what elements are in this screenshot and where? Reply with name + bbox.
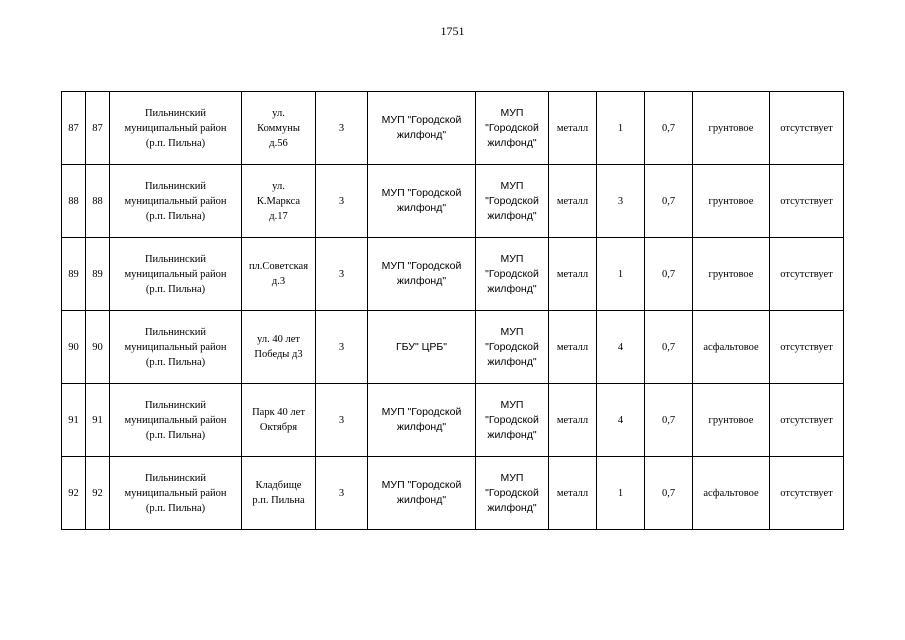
cell-district-line: (р.п. Пильна)	[145, 283, 206, 295]
cell-district-line: (р.п. Пильна)	[145, 429, 206, 441]
cell-operator	[476, 92, 549, 165]
cell-district-line: муниципальный район	[124, 122, 227, 134]
cell-address-line: ул.	[272, 107, 285, 119]
cell-volume: 0,7	[645, 92, 693, 165]
cell-owner-line: МУП "Городской	[381, 406, 462, 418]
cell-operator-line: "Городской	[485, 121, 539, 134]
cell-district	[110, 92, 242, 165]
cell-address	[242, 311, 316, 384]
cell-material: металл	[549, 92, 597, 165]
cell-district-line: муниципальный район	[124, 268, 227, 280]
cell-address-line: пл.Советская	[248, 261, 309, 272]
cell-surface: грунтовое	[693, 165, 770, 238]
cell-operator-line: жилфонд"	[487, 136, 537, 149]
cell-district	[110, 238, 242, 311]
cell-surface: асфальтовое	[693, 457, 770, 530]
cell-operator-line: жилфонд"	[487, 209, 537, 222]
cell-operator-line: жилфонд"	[487, 355, 537, 368]
cell-registry-number: 89	[86, 238, 110, 311]
cell-fence: отсутствует	[770, 384, 844, 457]
cell-material: металл	[549, 457, 597, 530]
table-body	[62, 92, 844, 530]
cell-row-number: 91	[62, 384, 86, 457]
cell-operator-line: МУП	[500, 325, 524, 338]
cell-volume: 0,7	[645, 238, 693, 311]
cell-address-line: Октября	[259, 422, 298, 433]
cell-registry-number: 88	[86, 165, 110, 238]
cell-address	[242, 165, 316, 238]
cell-row-number: 92	[62, 457, 86, 530]
cell-containers: 1	[597, 92, 645, 165]
cell-count: 3	[316, 238, 368, 311]
cell-address-line: Коммуны	[257, 122, 300, 134]
cell-surface: грунтовое	[693, 384, 770, 457]
table-row	[62, 311, 844, 384]
cell-material: металл	[549, 165, 597, 238]
cell-district-line: Пильнинский	[144, 326, 207, 338]
cell-district-line: (р.п. Пильна)	[145, 356, 206, 368]
cell-address	[242, 457, 316, 530]
cell-registry-number: 87	[86, 92, 110, 165]
cell-address-line: К.Маркса	[256, 195, 301, 207]
cell-operator-line: "Городской	[485, 486, 539, 499]
cell-address	[242, 384, 316, 457]
cell-district-line: (р.п. Пильна)	[145, 210, 206, 222]
cell-owner-line: жилфонд"	[396, 494, 447, 506]
cell-district-line: Пильнинский	[144, 107, 207, 119]
cell-fence: отсутствует	[770, 92, 844, 165]
cell-operator	[476, 238, 549, 311]
table-row	[62, 92, 844, 165]
cell-owner	[368, 165, 476, 238]
cell-fence: отсутствует	[770, 238, 844, 311]
cell-district-line: муниципальный район	[124, 487, 227, 499]
cell-containers: 1	[597, 238, 645, 311]
cell-material: металл	[549, 311, 597, 384]
cell-district-line: Пильнинский	[144, 180, 207, 192]
cell-district-line: Пильнинский	[144, 253, 207, 265]
cell-district-line: муниципальный район	[124, 195, 227, 207]
cell-owner-line: МУП "Городской	[381, 187, 462, 199]
cell-fence: отсутствует	[770, 457, 844, 530]
cell-operator	[476, 457, 549, 530]
cell-owner	[368, 92, 476, 165]
cell-address-line: д.56	[269, 137, 288, 149]
cell-material: металл	[549, 384, 597, 457]
cell-district-line: муниципальный район	[124, 414, 227, 426]
table-row	[62, 384, 844, 457]
cell-owner-line: жилфонд"	[396, 202, 447, 214]
cell-owner	[368, 238, 476, 311]
cell-row-number: 87	[62, 92, 86, 165]
table-row	[62, 165, 844, 238]
cell-surface: грунтовое	[693, 92, 770, 165]
cell-district-line: (р.п. Пильна)	[145, 502, 206, 514]
cell-owner-line: жилфонд"	[396, 275, 447, 287]
cell-containers: 1	[597, 457, 645, 530]
cell-registry-number: 91	[86, 384, 110, 457]
cell-owner	[368, 311, 476, 384]
cell-row-number: 88	[62, 165, 86, 238]
cell-owner	[368, 457, 476, 530]
cell-count: 3	[316, 165, 368, 238]
cell-owner-line: ГБУ" ЦРБ"	[395, 340, 448, 353]
cell-owner-line: МУП "Городской	[381, 479, 462, 491]
cell-operator-line: "Городской	[485, 413, 539, 426]
cell-registry-number: 92	[86, 457, 110, 530]
cell-address-line: ул.	[272, 180, 285, 192]
cell-operator-line: жилфонд"	[487, 282, 537, 295]
registry-table	[61, 91, 844, 530]
cell-operator	[476, 165, 549, 238]
cell-registry-number: 90	[86, 311, 110, 384]
cell-address-line: р.п. Пильна	[252, 495, 305, 506]
cell-operator-line: "Городской	[485, 340, 539, 353]
cell-owner-line: МУП "Городской	[381, 260, 462, 272]
cell-fence: отсутствует	[770, 311, 844, 384]
cell-count: 3	[316, 311, 368, 384]
cell-fence: отсутствует	[770, 165, 844, 238]
cell-district-line: Пильнинский	[144, 399, 207, 411]
cell-surface: асфальтовое	[693, 311, 770, 384]
cell-district-line: муниципальный район	[124, 341, 227, 353]
cell-count: 3	[316, 457, 368, 530]
cell-containers: 4	[597, 311, 645, 384]
cell-material: металл	[549, 238, 597, 311]
cell-containers: 3	[597, 165, 645, 238]
cell-owner-line: МУП "Городской	[381, 114, 462, 126]
cell-containers: 4	[597, 384, 645, 457]
cell-operator-line: жилфонд"	[487, 428, 537, 441]
cell-operator-line: МУП	[500, 471, 524, 484]
cell-count: 3	[316, 92, 368, 165]
cell-operator-line: "Городской	[485, 267, 539, 280]
cell-volume: 0,7	[645, 457, 693, 530]
page-number: 1751	[440, 24, 465, 38]
table-row	[62, 457, 844, 530]
cell-operator-line: МУП	[500, 106, 524, 119]
cell-district	[110, 384, 242, 457]
cell-address-line: Кладбище	[255, 480, 302, 491]
cell-volume: 0,7	[645, 384, 693, 457]
cell-district-line: (р.п. Пильна)	[145, 137, 206, 149]
cell-surface: грунтовое	[693, 238, 770, 311]
cell-address-line: ул. 40 лет	[257, 334, 300, 345]
cell-row-number: 90	[62, 311, 86, 384]
cell-address-line: Победы д3	[254, 349, 303, 360]
cell-row-number: 89	[62, 238, 86, 311]
cell-volume: 0,7	[645, 165, 693, 238]
cell-operator-line: "Городской	[485, 194, 539, 207]
cell-operator-line: МУП	[500, 398, 524, 411]
cell-owner-line: жилфонд"	[396, 421, 447, 433]
cell-operator	[476, 384, 549, 457]
cell-address	[242, 92, 316, 165]
cell-district-line: Пильнинский	[144, 472, 207, 484]
cell-address-line: д.17	[269, 210, 288, 222]
cell-address-line: д.3	[271, 276, 286, 287]
cell-operator-line: МУП	[500, 179, 524, 192]
cell-count: 3	[316, 384, 368, 457]
cell-volume: 0,7	[645, 311, 693, 384]
cell-district	[110, 457, 242, 530]
cell-district	[110, 311, 242, 384]
cell-address-line: Парк 40 лет	[252, 407, 305, 418]
cell-address	[242, 238, 316, 311]
cell-district	[110, 165, 242, 238]
cell-operator-line: МУП	[500, 252, 524, 265]
cell-owner	[368, 384, 476, 457]
cell-operator	[476, 311, 549, 384]
table-row	[62, 238, 844, 311]
cell-operator-line: жилфонд"	[487, 501, 537, 514]
cell-owner-line: жилфонд"	[396, 129, 447, 141]
